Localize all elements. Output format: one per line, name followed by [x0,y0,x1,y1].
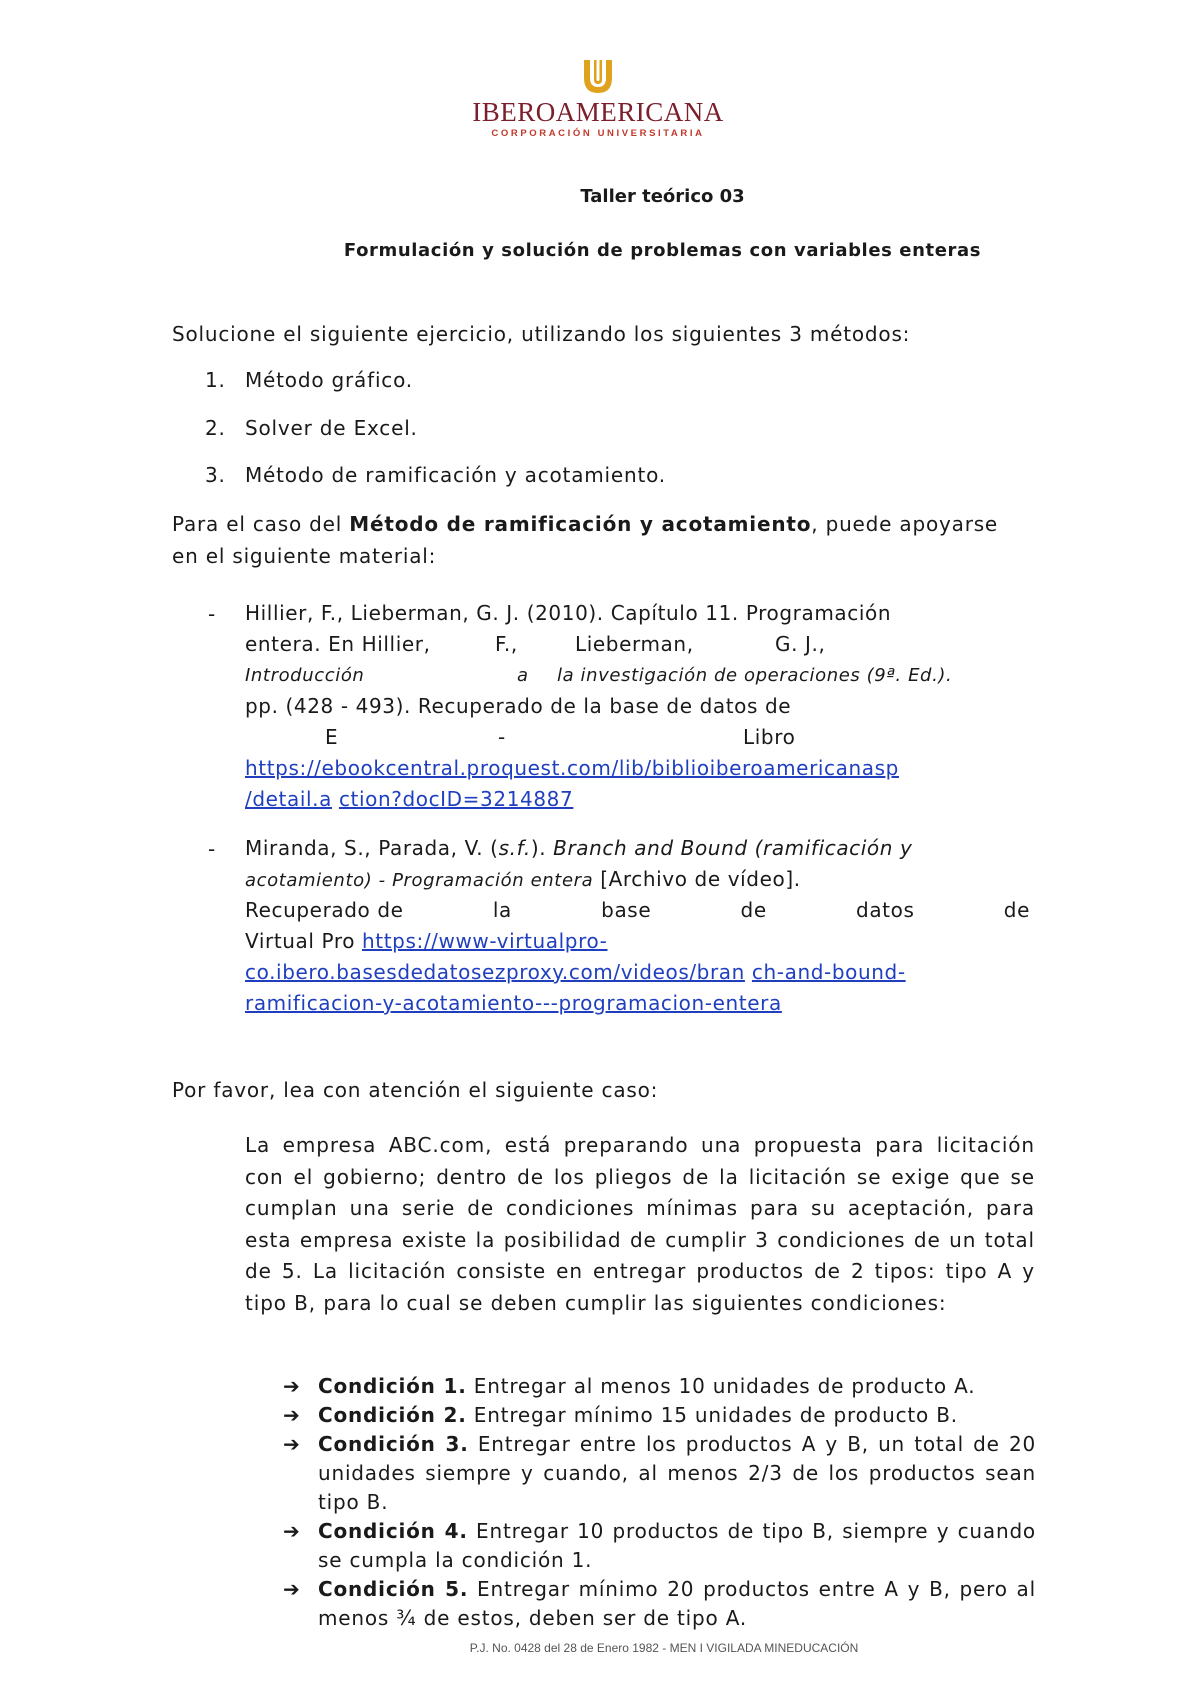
condition-item [283,1575,1036,1633]
method-item [205,368,413,392]
para-caso-bold: Método de ramificación y acotamiento [349,512,812,536]
conditions-list [283,1372,1036,1633]
condition-text: Entregar mínimo 15 unidades de producto B. [466,1403,958,1427]
reference-line: acotamiento) - Programación entera [Archivo de vídeo]. [245,867,801,891]
logo-wordmark: IBEROAMERICANA [472,97,724,127]
reference-miranda [245,833,1030,1019]
condition-label: Condición 5. [318,1577,469,1601]
condition-item [283,1430,1036,1517]
condition-item [283,1517,1036,1575]
virtualpro-link-cont-2[interactable]: ch-and-bound- [751,960,906,984]
document-title: Taller teórico 03 [580,186,745,207]
reference-line: pp. (428 - 493). Recuperado de la base de datos de [245,694,792,718]
method-label: Método gráfico. [245,368,413,392]
virtualpro-link-cont[interactable]: co.ibero.basesdedatosezproxy.com/videos/bran [245,960,745,984]
reference-book-title: Introducción a la investigación de operaciones (9ª. Ed.). [245,665,953,686]
case-intro: Por favor, lea con atención el siguiente caso: [172,1078,659,1102]
condition-text: Entregar 10 productos de tipo B, siempre y cuando se cumpla la condición 1. [318,1519,1036,1572]
ebookcentral-link-cont[interactable]: /detail.a [245,787,332,811]
arrow-right-icon: ➔ [283,1374,301,1398]
para-caso-pre: Para el caso del [172,512,350,536]
condition-label: Condición 3. [318,1432,469,1456]
page-footer: P.J. No. 0428 del 28 de Enero 1982 - MEN I VIGILADA MINEDUCACIÓN [469,1641,859,1655]
iberoamericana-u-emblem-icon [579,58,617,96]
arrow-right-icon: ➔ [283,1519,301,1543]
reference-line: Hillier, F., Lieberman, G. J. (2010). Capítulo 11. Programación [245,601,892,625]
ebookcentral-link-cont-2[interactable]: ction?docID=3214887 [338,787,574,811]
para-caso-line2: en el siguiente material: [172,544,437,568]
condition-text: Entregar entre los productos A y B, un total de 20 unidades siempre y cuando, al menos 2/3 de los productos sean tipo B. [318,1432,1036,1514]
method-number: 3. [205,463,226,487]
condition-text: Entregar al menos 10 unidades de producto A. [466,1374,976,1398]
method-number: 2. [205,416,226,440]
method-number: 1. [205,368,226,392]
reference-line: E - Libro [325,725,796,749]
logo-subtitle: CORPORACIÓN UNIVERSITARIA [491,128,705,139]
method-item [205,416,418,440]
arrow-right-icon: ➔ [283,1577,301,1601]
arrow-right-icon: ➔ [283,1403,301,1427]
para-caso-post: , puede apoyarse [811,512,999,536]
reference-line: Virtual Pro https://www-virtualpro- [245,929,608,953]
method-label: Método de ramificación y acotamiento. [245,463,666,487]
document-subtitle: Formulación y solución de problemas con variables enteras [343,240,982,261]
condition-label: Condición 2. [318,1403,467,1427]
method-label: Solver de Excel. [245,416,418,440]
institution-logo [468,58,728,142]
method-item [205,463,666,487]
reference-hillier [245,598,1030,815]
case-paragraph: La empresa ABC.com, está preparando una propuesta para licitación con el gobierno; dentro de los pliegos de la licitación se exige que se cumplan una serie de condiciones mínimas para su aceptación, para esta empresa existe la posibilidad de cumplir 3 condiciones de un total de 5. La licitación consiste en entregar productos de 2 tipos: tipo A y tipo B, para lo cual se deben cumplir las siguientes condiciones: [245,1133,1035,1315]
condition-label: Condición 4. [318,1519,468,1543]
arrow-right-icon: ➔ [283,1432,301,1456]
virtualpro-link[interactable]: https://www-virtualpro- [362,929,608,953]
condition-item [283,1372,1036,1401]
condition-label: Condición 1. [318,1374,467,1398]
virtualpro-link-cont-3[interactable]: ramificacion-y-acotamiento---programacion-entera [245,991,782,1015]
reference-line: entera. En Hillier, F., Lieberman, G. J., [245,632,826,656]
condition-text: Entregar mínimo 20 productos entre A y B, pero al menos ¾ de estos, deben ser de tipo A. [318,1577,1036,1630]
reference-bullet: - [208,602,216,626]
intro-paragraph: Solucione el siguiente ejercicio, utilizando los siguientes 3 métodos: [172,322,911,346]
support-material-paragraph [172,508,1032,572]
condition-item [283,1401,1036,1430]
reference-line: Miranda, S., Parada, V. (s.f.). Branch and Bound (ramificación y [245,836,913,860]
reference-bullet: - [208,837,216,861]
ebookcentral-link[interactable]: https://ebookcentral.proquest.com/lib/biblioiberoamericanasp [245,756,899,780]
reference-line: Recuperado de la base de datos de [245,898,1030,922]
